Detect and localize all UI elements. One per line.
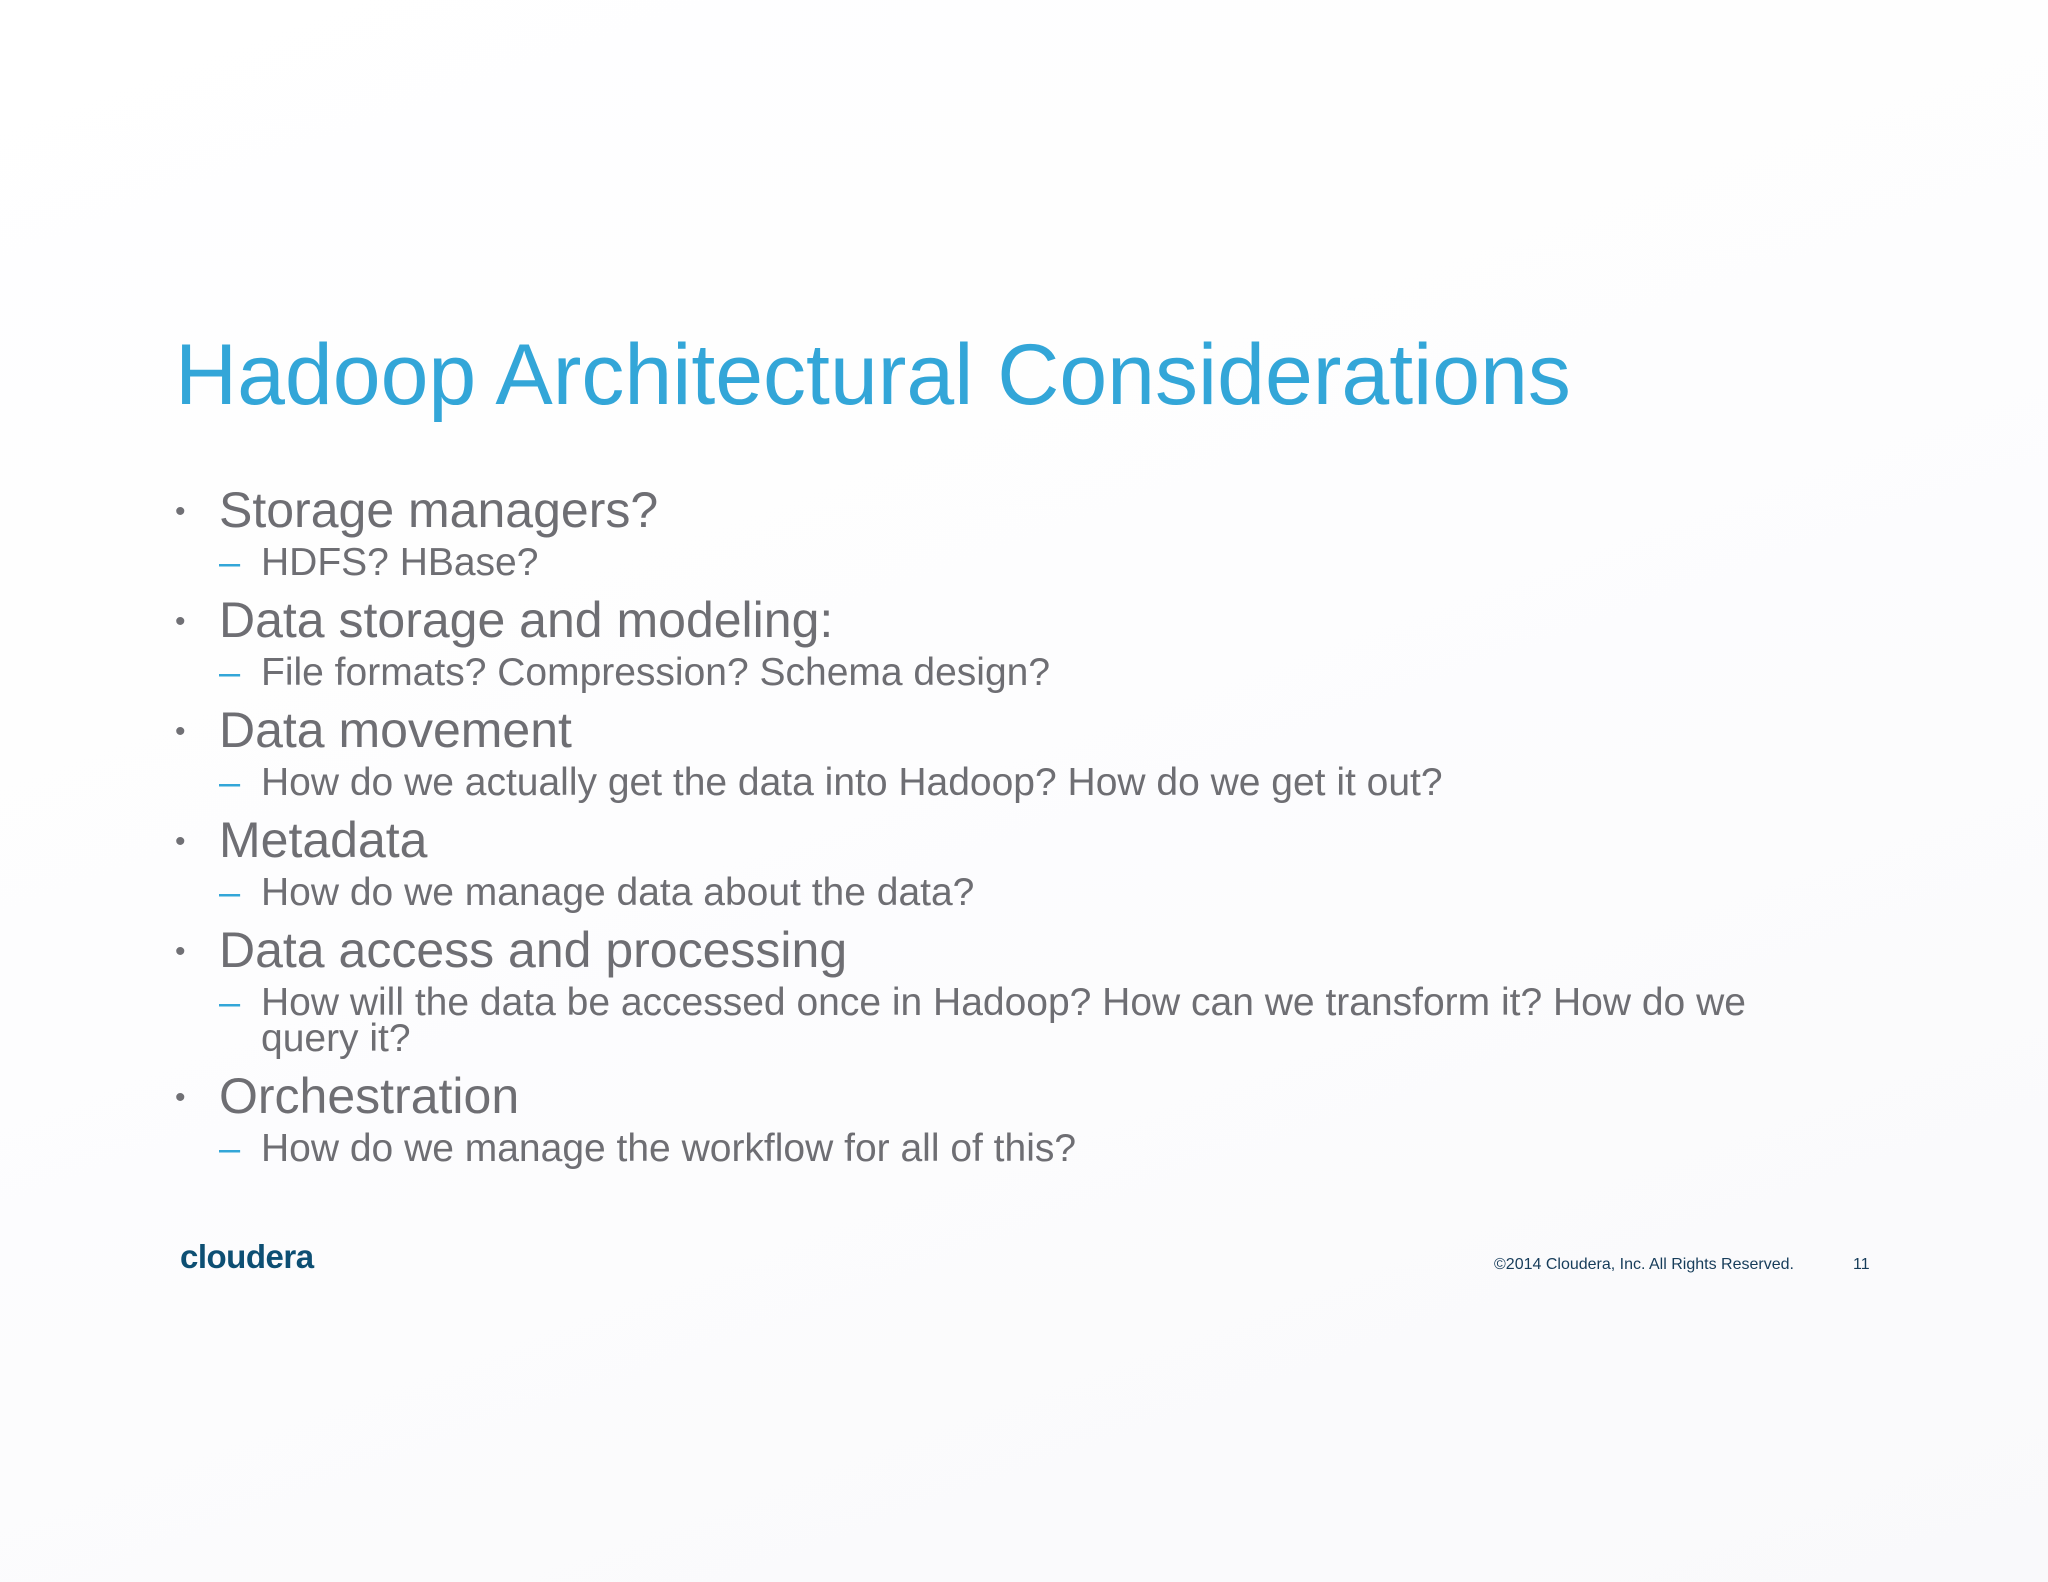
dash-icon: – [219,652,241,694]
bullet-dot-icon: • [175,935,186,968]
bullet-item [175,922,1875,1060]
sub-bullet-text: How will the data be accessed once in Hadoop? How can we transform it? How do we query it? [261,981,1746,1060]
bullet-item [175,592,1875,694]
slide-title: Hadoop Architectural Considerations [175,327,1571,423]
bullet-dot-icon: • [175,1081,186,1114]
dash-icon: – [219,542,241,584]
bullet-label: Data storage and modeling: [219,592,834,648]
bullet-dot-icon: • [175,825,186,858]
sub-bullet-text: How do we manage data about the data? [261,871,975,914]
bullet-dot-icon: • [175,605,186,638]
sub-bullet-text: HDFS? HBase? [261,541,539,584]
bullet-item [175,702,1875,804]
bullet-item [175,812,1875,914]
page-number: 11 [1853,1256,1870,1273]
sub-bullet-text: How do we actually get the data into Hadoop? How do we get it out? [261,761,1443,804]
sub-bullet-text: File formats? Compression? Schema design? [261,651,1051,694]
bullet-label: Data movement [219,702,572,758]
dash-icon: – [219,762,241,804]
bullet-item [175,482,1875,584]
cloudera-logo: cloudera [180,1238,314,1275]
bullet-dot-icon: • [175,495,186,528]
bullet-list [175,482,1875,1181]
bullet-dot-icon: • [175,715,186,748]
bullet-label: Metadata [219,812,428,868]
dash-icon: – [219,982,241,1024]
bullet-label: Data access and processing [219,922,848,978]
copyright-text: ©2014 Cloudera, Inc. All Rights Reserved. [1494,1256,1794,1273]
bullet-label: Storage managers? [219,482,659,538]
bullet-item [175,1068,1875,1170]
bullet-label: Orchestration [219,1068,520,1124]
dash-icon: – [219,872,241,914]
sub-bullet-text: How do we manage the workflow for all of this? [261,1127,1077,1170]
dash-icon: – [219,1128,241,1170]
